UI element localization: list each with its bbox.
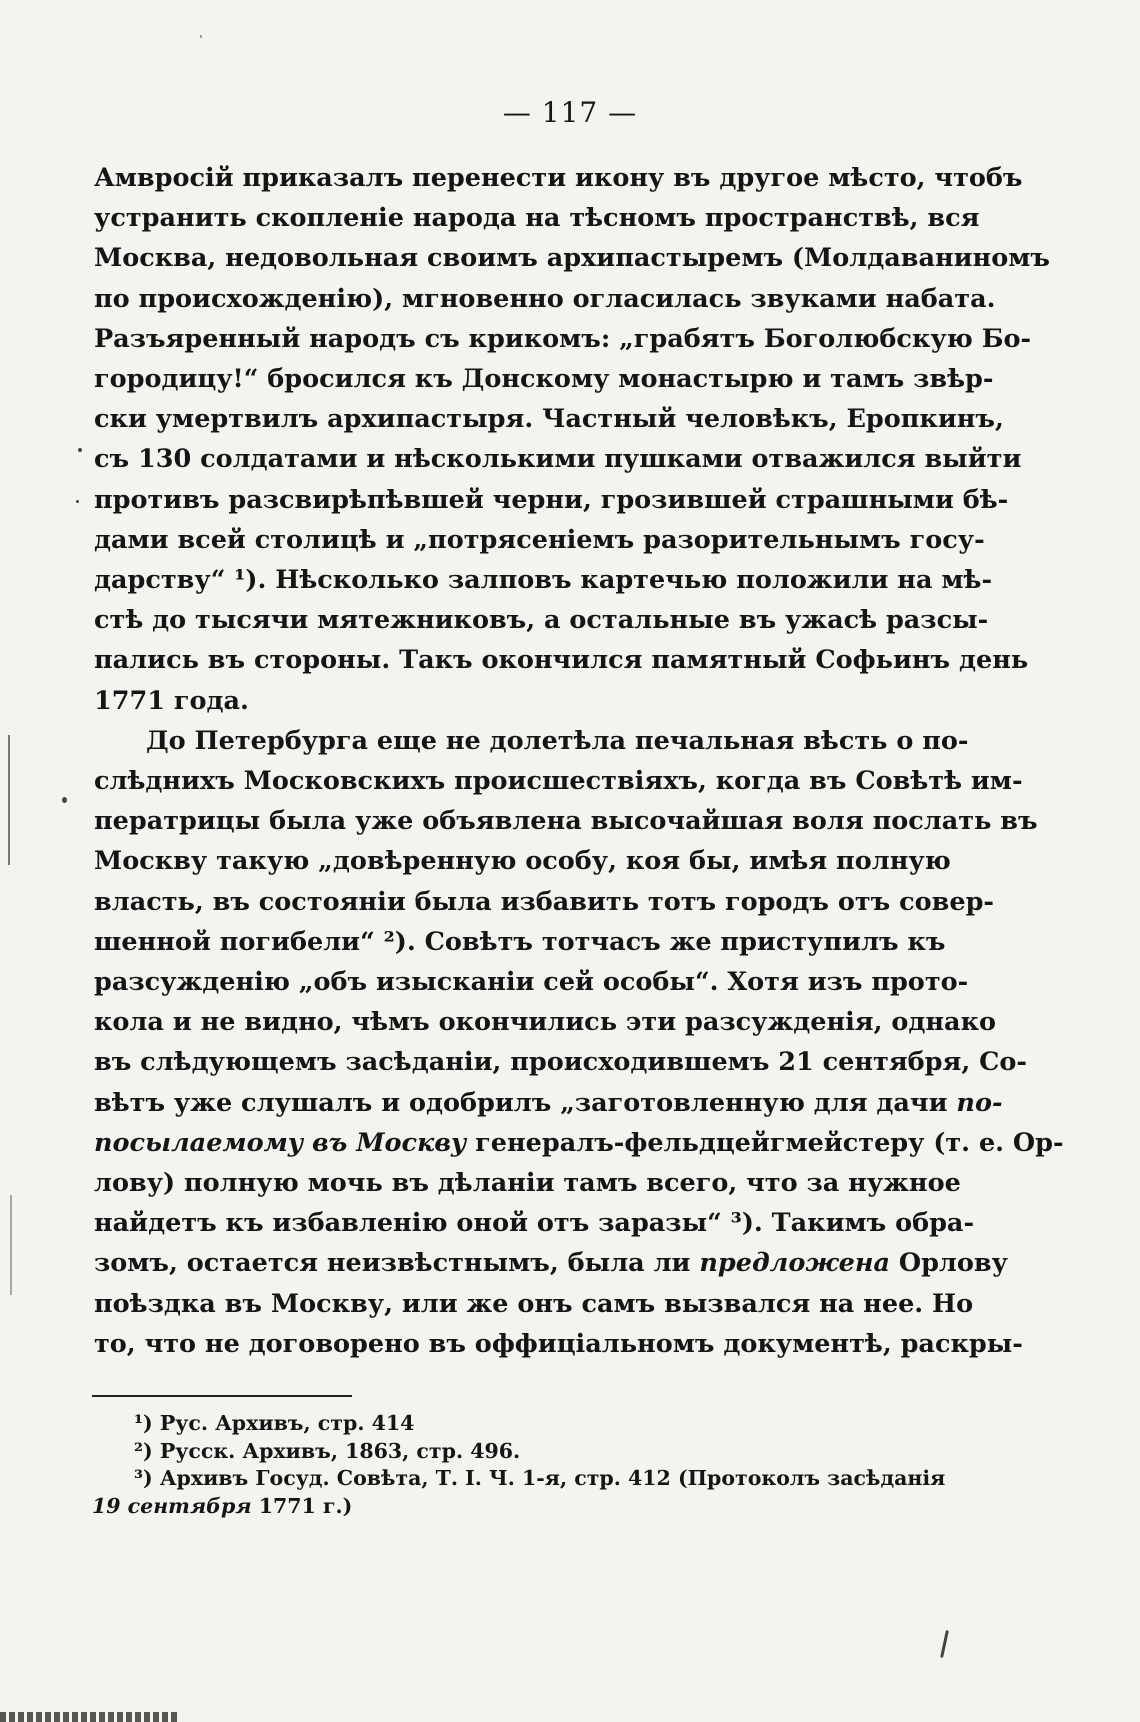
- text-line: лову) полную мочь въ дѣланіи тамъ всего, что за нужное: [94, 1168, 961, 1199]
- text-line: ператрицы была уже объявлена высочайшая воля послать въ: [94, 806, 1038, 837]
- text-line: [94, 1083, 1003, 1123]
- italic-fragment: предложена: [699, 1248, 890, 1279]
- text-line: До Петербурга еще не долетѣла печальная вѣсть о по-: [146, 725, 969, 756]
- footnote-3-continuation: [92, 1493, 922, 1521]
- text-line: дами всей столицѣ и „потрясеніемъ разорительнымъ госу-: [94, 524, 985, 555]
- scan-speck: [940, 1630, 949, 1658]
- text-fragment: вѣтъ уже слушалъ и одобрилъ „заготовленную для дачи: [94, 1087, 948, 1118]
- footnote-divider: [92, 1395, 352, 1397]
- text-line: [94, 1243, 1008, 1283]
- text-line: ски умертвилъ архипастыря. Частный человѣкъ, Еропкинъ,: [94, 404, 1004, 435]
- left-margin-mark: [10, 1195, 12, 1295]
- text-line: шенной погибели“ ²). Совѣтъ тотчасъ же приступилъ къ: [94, 926, 946, 957]
- text-fragment: зомъ, остается неизвѣстнымъ, была ли: [94, 1248, 691, 1279]
- text-line: съ 130 солдатами и нѣсколькими пушками отважился выйти: [94, 444, 1022, 475]
- text-line: устранить скопленіе народа на тѣсномъ пространствѣ, вся: [94, 203, 980, 234]
- scan-speck: [62, 797, 67, 803]
- footnotes: [92, 1410, 946, 1520]
- text-line: власть, въ состояніи была избавить тотъ городъ отъ совер-: [94, 886, 994, 917]
- italic-fragment: по-: [956, 1087, 1003, 1118]
- text-line: Амвросій приказалъ перенести икону въ другое мѣсто, чтобъ: [94, 163, 1023, 193]
- scan-edge-artifact: [0, 1712, 180, 1722]
- scan-speck: [200, 35, 202, 38]
- footnote-1: ¹) Рус. Архивъ, стр. 414: [134, 1411, 415, 1435]
- text-line: Москва, недовольная своимъ архипастыремъ (Молдаваниномъ: [94, 243, 1050, 274]
- text-line: противъ разсвирѣпѣвшей черни, грозившей страшными бѣ-: [94, 484, 1009, 515]
- text-line: кола и не видно, чѣмъ окончились эти разсужденія, однако: [94, 1007, 997, 1038]
- text-fragment: генералъ-фельдцейгмейстеру (т. е. Ор-: [466, 1127, 1064, 1158]
- footnote-3: ³) Архивъ Госуд. Совѣта, Т. I. Ч. 1-я, стр. 412 (Протоколъ засѣданія: [134, 1466, 946, 1490]
- scan-speck: [76, 500, 79, 503]
- text-line: [94, 1123, 1064, 1163]
- page-number: — 117 —: [502, 96, 638, 129]
- text-line: стѣ до тысячи мятежниковъ, а остальные въ ужасѣ разсы-: [94, 605, 989, 636]
- text-line: по происхожденію), мгновенно огласилась звуками набата.: [94, 283, 996, 314]
- text-line: Москву такую „довѣренную особу, коя бы, имѣя полную: [94, 846, 951, 877]
- text-line: въ слѣдующемъ засѣданіи, происходившемъ 21 сентября, Со-: [94, 1047, 1027, 1078]
- left-margin-mark: [8, 735, 10, 865]
- text-line: дарству“ ¹). Нѣсколько залповъ картечью положили на мѣ-: [94, 565, 993, 596]
- text-line: разсужденію „объ изысканіи сей особы“. Хотя изъ прото-: [94, 967, 969, 998]
- text-line: поѣздка въ Москву, или же онъ самъ вызвался на нее. Но: [94, 1288, 974, 1319]
- text-fragment: Орлову: [898, 1248, 1008, 1279]
- scan-speck: [78, 448, 82, 452]
- text-line: 1771 года.: [94, 685, 249, 716]
- text-line: городицу!“ бросился къ Донскому монастырю и тамъ звѣр-: [94, 364, 994, 395]
- italic-fragment: посылаемому въ Москву: [94, 1127, 467, 1158]
- text-line: слѣднихъ Московскихъ происшествіяхъ, когда въ Совѣтѣ им-: [94, 766, 1023, 797]
- text-line: Разъяренный народъ съ крикомъ: „грабятъ Боголюбскую Бо-: [94, 323, 1032, 354]
- main-text: [94, 158, 1064, 1364]
- footnote-2: ²) Русск. Архивъ, 1863, стр. 496.: [134, 1438, 521, 1463]
- footnote-tail: 1771 г.): [258, 1493, 353, 1518]
- text-line: пались въ стороны. Такъ окончился памятный Софьинъ день: [94, 645, 1029, 676]
- text-line: то, что не договорено въ оффиціальномъ документѣ, раскры-: [94, 1328, 1023, 1359]
- text-line: найдетъ къ избавленію оной отъ заразы“ ³). Такимъ обра-: [94, 1208, 975, 1239]
- footnote-date: 19 сентября: [92, 1493, 252, 1518]
